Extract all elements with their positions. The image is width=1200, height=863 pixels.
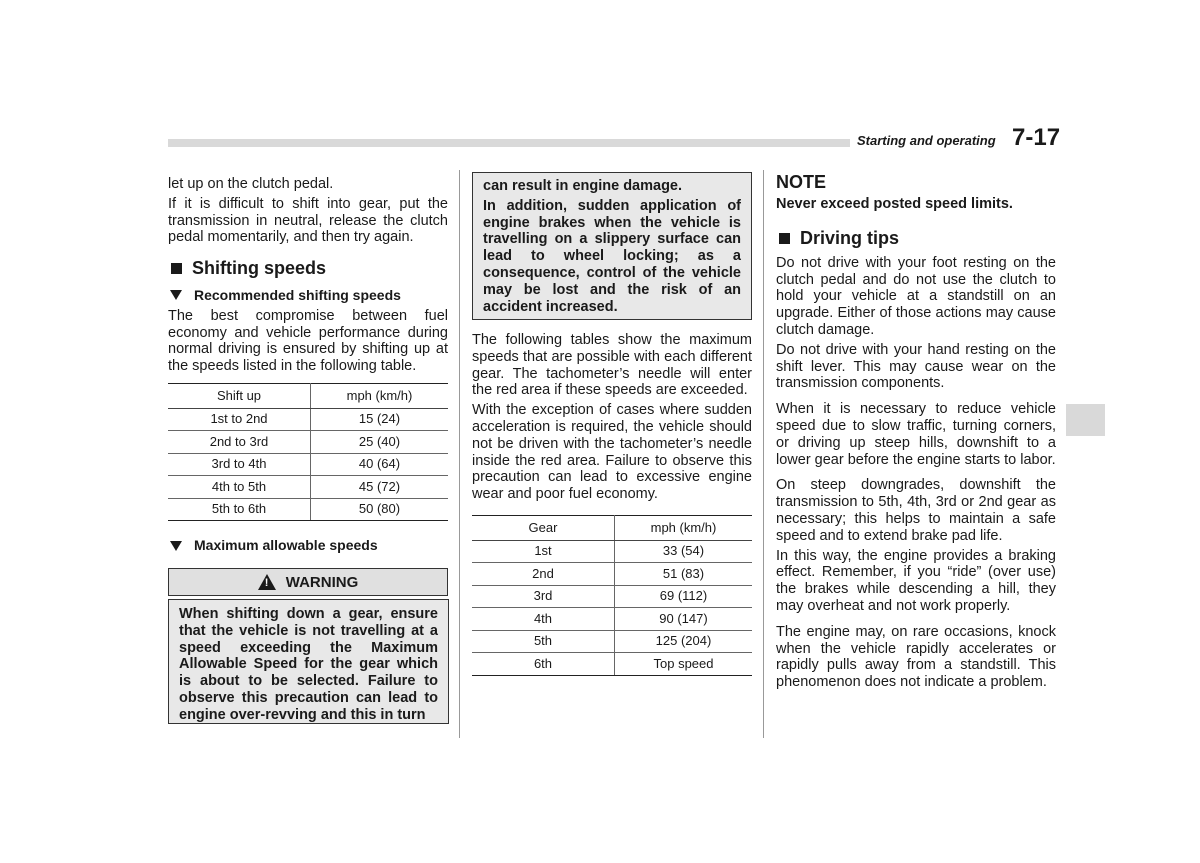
- note-heading: NOTE: [776, 172, 827, 192]
- table-cell: 50 (80): [311, 498, 449, 521]
- warning-box-continued: [472, 172, 752, 320]
- table-cell: 45 (72): [311, 476, 449, 499]
- table-row: [168, 453, 448, 476]
- heading-text: Driving tips: [800, 228, 900, 248]
- table-header: Shift up: [168, 383, 311, 408]
- table-row: [472, 608, 752, 631]
- shift-speed-table: [168, 383, 448, 522]
- table-header: mph (km/h): [311, 383, 449, 408]
- table-row: [472, 540, 752, 563]
- paragraph: The engine may, on rare occasions, knock when the vehicle rapidly accelerates or rapidly pulls away from a standstill. This phenomenon does not indicate a problem.: [776, 623, 1056, 691]
- table-cell: 51 (83): [615, 563, 753, 586]
- table-cell: 90 (147): [615, 608, 753, 631]
- table-cell: 3rd: [472, 585, 615, 608]
- table-cell: 25 (40): [311, 431, 449, 454]
- table-row: [472, 653, 752, 676]
- warning-text: can result in engine damage.: [483, 178, 683, 194]
- warning-triangle-icon: [258, 574, 276, 590]
- paragraph: With the exception of cases where sudden acceleration is required, the vehicle should not be driven with the tachometer’s needle inside the red area. Failure to observe this precaution can lead to excessive engine wear and poor fuel economy.: [472, 402, 752, 503]
- square-bullet-icon: [779, 233, 790, 244]
- subheading-text: Recommended shifting speeds: [194, 286, 401, 303]
- note-text: Never exceed posted speed limits.: [776, 196, 1013, 212]
- paragraph: In this way, the engine provides a braking effect. Remember, if you “ride” (over use) the brakes while descending a hill, they may overheat and not work properly.: [776, 547, 1056, 614]
- paragraph: When it is necessary to reduce vehicle speed due to slow traffic, turning corners, or driving up steep hills, downshift to a lower gear before the engine starts to labor.: [776, 401, 1056, 468]
- table-cell: 4th to 5th: [168, 476, 311, 499]
- heading-shifting-speeds: [168, 260, 448, 277]
- paragraph: If it is difficult to shift into gear, put the transmission in neutral, release the clutch pedal momentarily, and then try again.: [168, 195, 448, 246]
- section-title: Starting and operating: [857, 133, 996, 148]
- table-row: [168, 431, 448, 454]
- table-cell: 5th to 6th: [168, 498, 311, 521]
- chapter-tab: [1066, 404, 1105, 436]
- table-row: [168, 498, 448, 521]
- header-rule: [168, 139, 850, 147]
- table-cell: 2nd to 3rd: [168, 431, 311, 454]
- paragraph: Do not drive with your foot resting on the clutch pedal and do not use the clutch to hold your vehicle at a standstill on an upgrade. Either of those actions may cause clutch damage.: [776, 254, 1056, 338]
- table-header: mph (km/h): [615, 515, 753, 540]
- warning-box: When shifting down a gear, ensure that the vehicle is not travelling at a speed exceeding the Maximum Allowable Speed for the gear which is about to be selected. Failure to observe this precaution can lead to engine over-revving and this in turn: [168, 599, 449, 724]
- heading-text: Shifting speeds: [192, 258, 327, 279]
- column-divider-1: [459, 170, 460, 738]
- square-bullet-icon: [171, 263, 182, 274]
- page-number: 7-17: [1012, 124, 1061, 151]
- paragraph: The following tables show the maximum speeds that are possible with each different gear. The tachometer’s needle will enter the red area if these speeds are exceeded.: [472, 332, 752, 399]
- table-row: [168, 476, 448, 499]
- table-row: [168, 408, 448, 431]
- column-1: [168, 176, 448, 558]
- table-cell: 5th: [472, 630, 615, 653]
- table-row: [472, 630, 752, 653]
- paragraph: let up on the clutch pedal.: [168, 176, 334, 192]
- table-cell: 2nd: [472, 563, 615, 586]
- table-cell: 69 (112): [615, 585, 753, 608]
- table-cell: 6th: [472, 653, 615, 676]
- table-row: [472, 563, 752, 586]
- table-cell: 40 (64): [311, 453, 449, 476]
- column-3: [776, 224, 1056, 694]
- subheading-recommended: [168, 287, 448, 304]
- max-speed-table: [472, 515, 752, 676]
- paragraph: On steep downgrades, downshift the transmission to 5th, 4th, 3rd or 2nd gear as necessary; this helps to maintain a safe speed and to extend brake pad life.: [776, 477, 1056, 544]
- warning-header: [168, 568, 448, 596]
- triangle-bullet-icon: [170, 290, 182, 300]
- heading-driving-tips: [776, 230, 1056, 247]
- table-cell: 1st to 2nd: [168, 408, 311, 431]
- table-cell: 4th: [472, 608, 615, 631]
- subheading-maximum: [168, 537, 448, 554]
- table-header: Gear: [472, 515, 615, 540]
- table-cell: Top speed: [615, 653, 753, 676]
- table-row: [472, 585, 752, 608]
- paragraph: The best compromise between fuel economy and vehicle performance during normal driving is ensured by shifting up at the speeds listed in the following table.: [168, 307, 448, 375]
- table-cell: 33 (54): [615, 540, 753, 563]
- warning-label: WARNING: [285, 573, 359, 591]
- table-cell: 125 (204): [615, 630, 753, 653]
- table-cell: 15 (24): [311, 408, 449, 431]
- subheading-text: Maximum allowable speeds: [194, 537, 378, 554]
- paragraph: Do not drive with your hand resting on the shift lever. This may cause wear on the transmission components.: [776, 341, 1056, 392]
- warning-text: In addition, sudden application of engine brakes when the vehicle is travelling on a slippery surface can lead to wheel locking; as a consequence, control of the vehicle may be lost and the risk of an accident increased.: [483, 197, 741, 315]
- table-cell: 3rd to 4th: [168, 453, 311, 476]
- triangle-bullet-icon: [170, 541, 182, 551]
- column-2: [472, 332, 752, 676]
- column-divider-2: [763, 170, 764, 738]
- table-cell: 1st: [472, 540, 615, 563]
